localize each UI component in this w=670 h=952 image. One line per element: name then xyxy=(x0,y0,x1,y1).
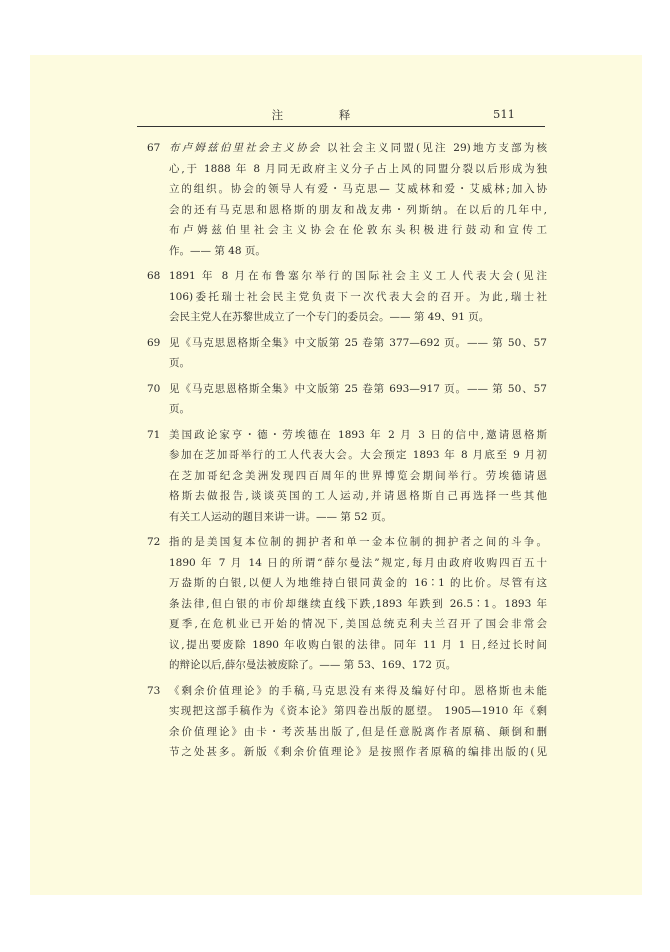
note-line: 会的还有马克思和恩格斯的朋友和战友弗・列斯纳。在以后的几年中, xyxy=(169,203,547,216)
note-number: 71 xyxy=(147,428,161,441)
notes-list xyxy=(147,138,547,768)
note-number: 72 xyxy=(147,536,161,548)
note-line: 美国政论家亨・德・劳埃德在 1893 年 2 月 3 日的信中,邀请恩格斯 xyxy=(169,428,547,441)
note-line: 《剩余价值理论》的手稿,马克思没有来得及编好付印。恩格斯也未能 xyxy=(169,684,547,697)
note-line: 会民主党人在苏黎世成立了一个专门的委员会。—— 第 49、91 页。 xyxy=(169,311,490,323)
note-69 xyxy=(147,333,547,374)
note-line: 心,于 1888 年 8 月同无政府主义分子占上风的同盟分裂以后形成为独 xyxy=(169,162,547,175)
note-line: 条法律,但白银的市价却继续直线下跌,1893 年跌到 26.5∶1。1893 年 xyxy=(169,597,547,610)
note-line: 实现把这部手稿作为《资本论》第四卷出版的愿望。 1905—1910 年《剩 xyxy=(169,705,547,717)
note-70 xyxy=(147,379,547,420)
note-line: 106)委托瑞士社会民主党负责下一次代表大会的召开。为此,瑞士社 xyxy=(169,290,547,303)
running-title: 注 释 xyxy=(271,108,377,122)
note-number: 69 xyxy=(147,336,161,349)
note-line: 布卢姆兹伯里社会主义协会 以社会主义同盟(见注 29)地方支部为核 xyxy=(169,142,548,154)
note-number: 67 xyxy=(147,142,161,154)
note-line: 见《马克思恩格斯全集》中文版第 25 卷第 693—917 页。—— 第 50、57 xyxy=(169,382,547,395)
note-line: 1890 年 7 月 14 日的所谓“薛尔曼法”规定,每月由政府收购四百五十 xyxy=(169,556,547,569)
note-71 xyxy=(147,425,547,528)
note-line: 夏季,在危机业已开始的情况下,美国总统克利夫兰召开了国会非常会 xyxy=(169,618,547,630)
note-line: 立的组织。协会的领导人有爱・马克思— 艾威林和爱・艾威林;加入协 xyxy=(169,183,547,195)
note-lead-term: 布卢姆兹伯里社会主义协会 xyxy=(169,142,322,154)
note-line: 页。 xyxy=(169,403,190,415)
note-line: 指的是美国复本位制的拥护者和单一金本位制的拥护者之间的斗争。 xyxy=(169,536,547,548)
note-line: 议,提出要废除 1890 年收购白银的法律。同年 11 月 1 日,经过长时间 xyxy=(169,638,547,651)
note-line: 节之处甚多。新版《剩余价值理论》是按照作者原稿的编排出版的(见 xyxy=(169,746,547,758)
note-line: 的辩论以后,薛尔曼法被废除了。—— 第 53、169、172 页。 xyxy=(169,659,457,671)
note-line: 布卢姆兹伯里社会主义协会在伦敦东头积极进行鼓动和宣传工 xyxy=(169,224,547,236)
note-line: 参加在芝加哥举行的工人代表大会。大会预定 1893 年 8 月底至 9 月初 xyxy=(169,449,547,461)
note-68 xyxy=(147,266,547,328)
note-line: 格斯去做报告,谈谈英国的工人运动,并请恩格斯自己再选择一些其他 xyxy=(169,490,547,502)
header-rule xyxy=(137,126,545,127)
note-line: 作。—— 第 48 页。 xyxy=(169,244,266,257)
note-67 xyxy=(147,138,547,261)
note-number: 70 xyxy=(147,382,161,395)
page-number: 511 xyxy=(493,107,515,121)
note-line: 页。 xyxy=(169,357,190,369)
note-number: 73 xyxy=(147,684,161,697)
note-number: 68 xyxy=(147,270,161,282)
note-line: 万盎斯的白银,以便人为地维持白银同黄金的 16∶1 的比价。尽管有这 xyxy=(169,577,547,589)
note-72 xyxy=(147,532,547,676)
note-line: 1891 年 8 月在布鲁塞尔举行的国际社会主义工人代表大会(见注 xyxy=(169,270,547,282)
note-73 xyxy=(147,681,547,763)
note-line: 余价值理论》由卡・考茨基出版了,但是任意脱离作者原稿、颠倒和删 xyxy=(169,725,547,738)
note-line: 在芝加哥纪念美洲发现四百周年的世界博览会期间举行。劳埃德请恩 xyxy=(169,469,547,482)
note-line: 有关工人运动的题目来讲一讲。—— 第 52 页。 xyxy=(169,510,392,523)
note-line: 见《马克思恩格斯全集》中文版第 25 卷第 377—692 页。—— 第 50、57 xyxy=(169,336,547,349)
